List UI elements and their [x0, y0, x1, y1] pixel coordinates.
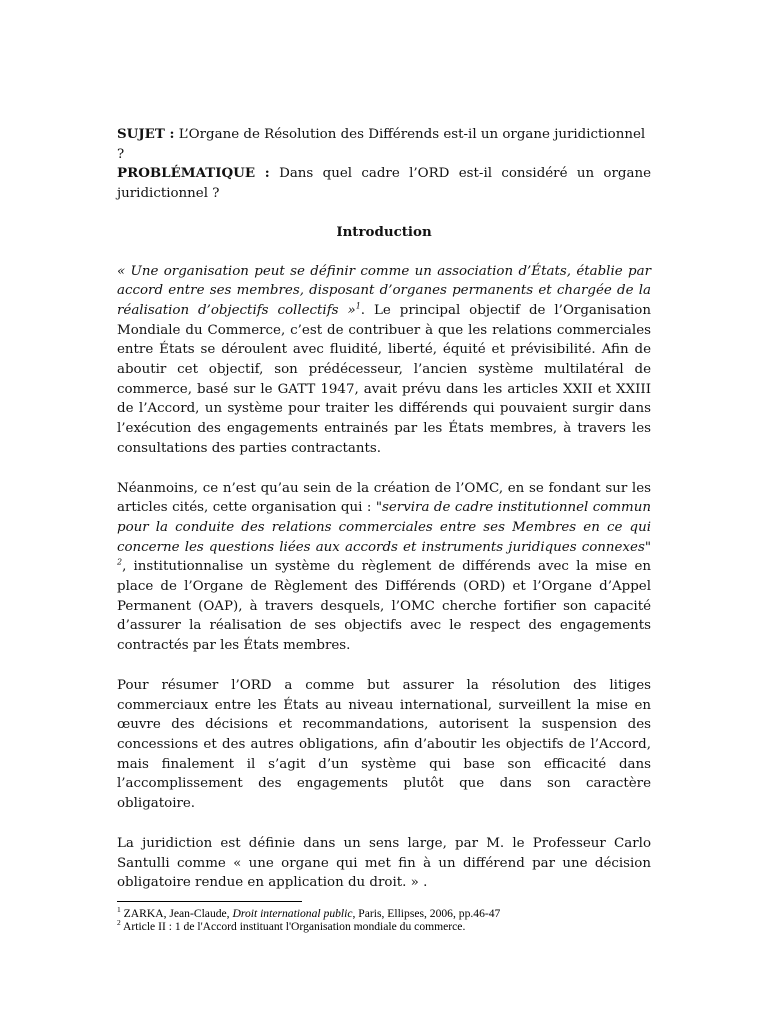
problematique-text: Dans quel cadre l’ORD est-il considéré un organe juridictionnel ?	[117, 166, 651, 202]
subject-label: SUJET :	[117, 126, 175, 142]
footnote-text: ZARKA, Jean-Claude,	[120, 907, 233, 920]
subject-line	[117, 125, 651, 164]
intro-paragraph-3: Pour résumer l’ORD a comme but assurer la résolution des litiges commerciaux entre les États au niveau international, surveillent la mise en œuvre des décisions et recommandations, autorisent la suspension des concessions et des autres obligations, afin d’aboutir les objectifs de l’Accord, mais finalement il s’agit d’un système qui base son efficacité dans l’accomplissement des engagements plutôt que dans son caractère obligatoire.	[117, 677, 651, 812]
footnote-number: 1	[117, 905, 121, 915]
footnotes	[117, 907, 677, 933]
quote-definition: « Une organisation peut se définir comme un association d’États, établie par accord entre ses membres, disposant d’organes permanents et chargée de la réalisation d’objectifs collectifs »	[117, 263, 651, 318]
footnote-number: 2	[117, 918, 121, 928]
footnote-2	[117, 920, 677, 933]
paragraph-1-text: . Le principal objectif de l’Organisation Mondiale du Commerce, c’est de contribuer à que les relations commerciales entre États se déroulent avec fluidité, liberté, équité et prévisibilité. Afin de aboutir cet objectif, son prédécesseur, l’ancien système multilatéral de commerce, basé sur le GATT 1947, avait prévu dans les articles XXII et XXIII de l’Accord, un système pour traiter les différends qui pouvaient surgir dans l’exécution des engagements entrainés par les États membres, à travers les consultations des parties contractants.	[117, 302, 651, 456]
document-body	[117, 125, 651, 913]
footnote-title: Droit international public	[232, 907, 353, 920]
problematique-line	[117, 164, 651, 203]
section-title: Introduction	[336, 223, 432, 240]
intro-paragraph-4: La juridiction est définie dans un sens large, par M. le Professeur Carlo Santulli comme « une organe qui met fin à un différend par une décision obligatoire rendue en application du droit. » .	[117, 835, 651, 891]
subject-text: L’Organe de Résolution des Différends est-il un organe juridictionnel ?	[117, 127, 646, 162]
footnote-text-end: , Paris, Ellipses, 2006, pp.46-47	[352, 907, 501, 920]
footnote-ref-1: 1	[355, 301, 361, 311]
paragraph-2-text-after: , institutionnalise un système du règlement de différends avec la mise en place de l’Organe de Règlement des Différends (ORD) et l’Organe d’Appel Permanent (OAP), à travers desquels, l’OMC cherche fortifier son capacité d’assurer la réalisation de ses objectifs avec le respect des engagements contractés par les États membres.	[117, 559, 651, 654]
footnote-text: Article II : 1 de l'Accord instituant l'Organisation mondiale du commerce.	[120, 920, 466, 933]
footnote-1	[117, 907, 677, 920]
intro-paragraph-2	[117, 479, 651, 656]
footnote-ref-2: 2	[117, 557, 123, 567]
intro-paragraph-1	[117, 262, 651, 459]
paragraph-2-text-before: Néanmoins, ce n’est qu’au sein de la création de l’OMC, en se fondant sur les articles cités, cette organisation qui :	[117, 480, 651, 516]
problematique-label: PROBLÉMATIQUE :	[117, 165, 270, 182]
footnote-separator	[117, 901, 302, 902]
quote-omc: "servira de cadre institutionnel commun pour la conduite des relations commerciales entre ses Membres en ce qui concerne les questions liées aux accords et instruments juridiques connexes"	[117, 500, 651, 555]
